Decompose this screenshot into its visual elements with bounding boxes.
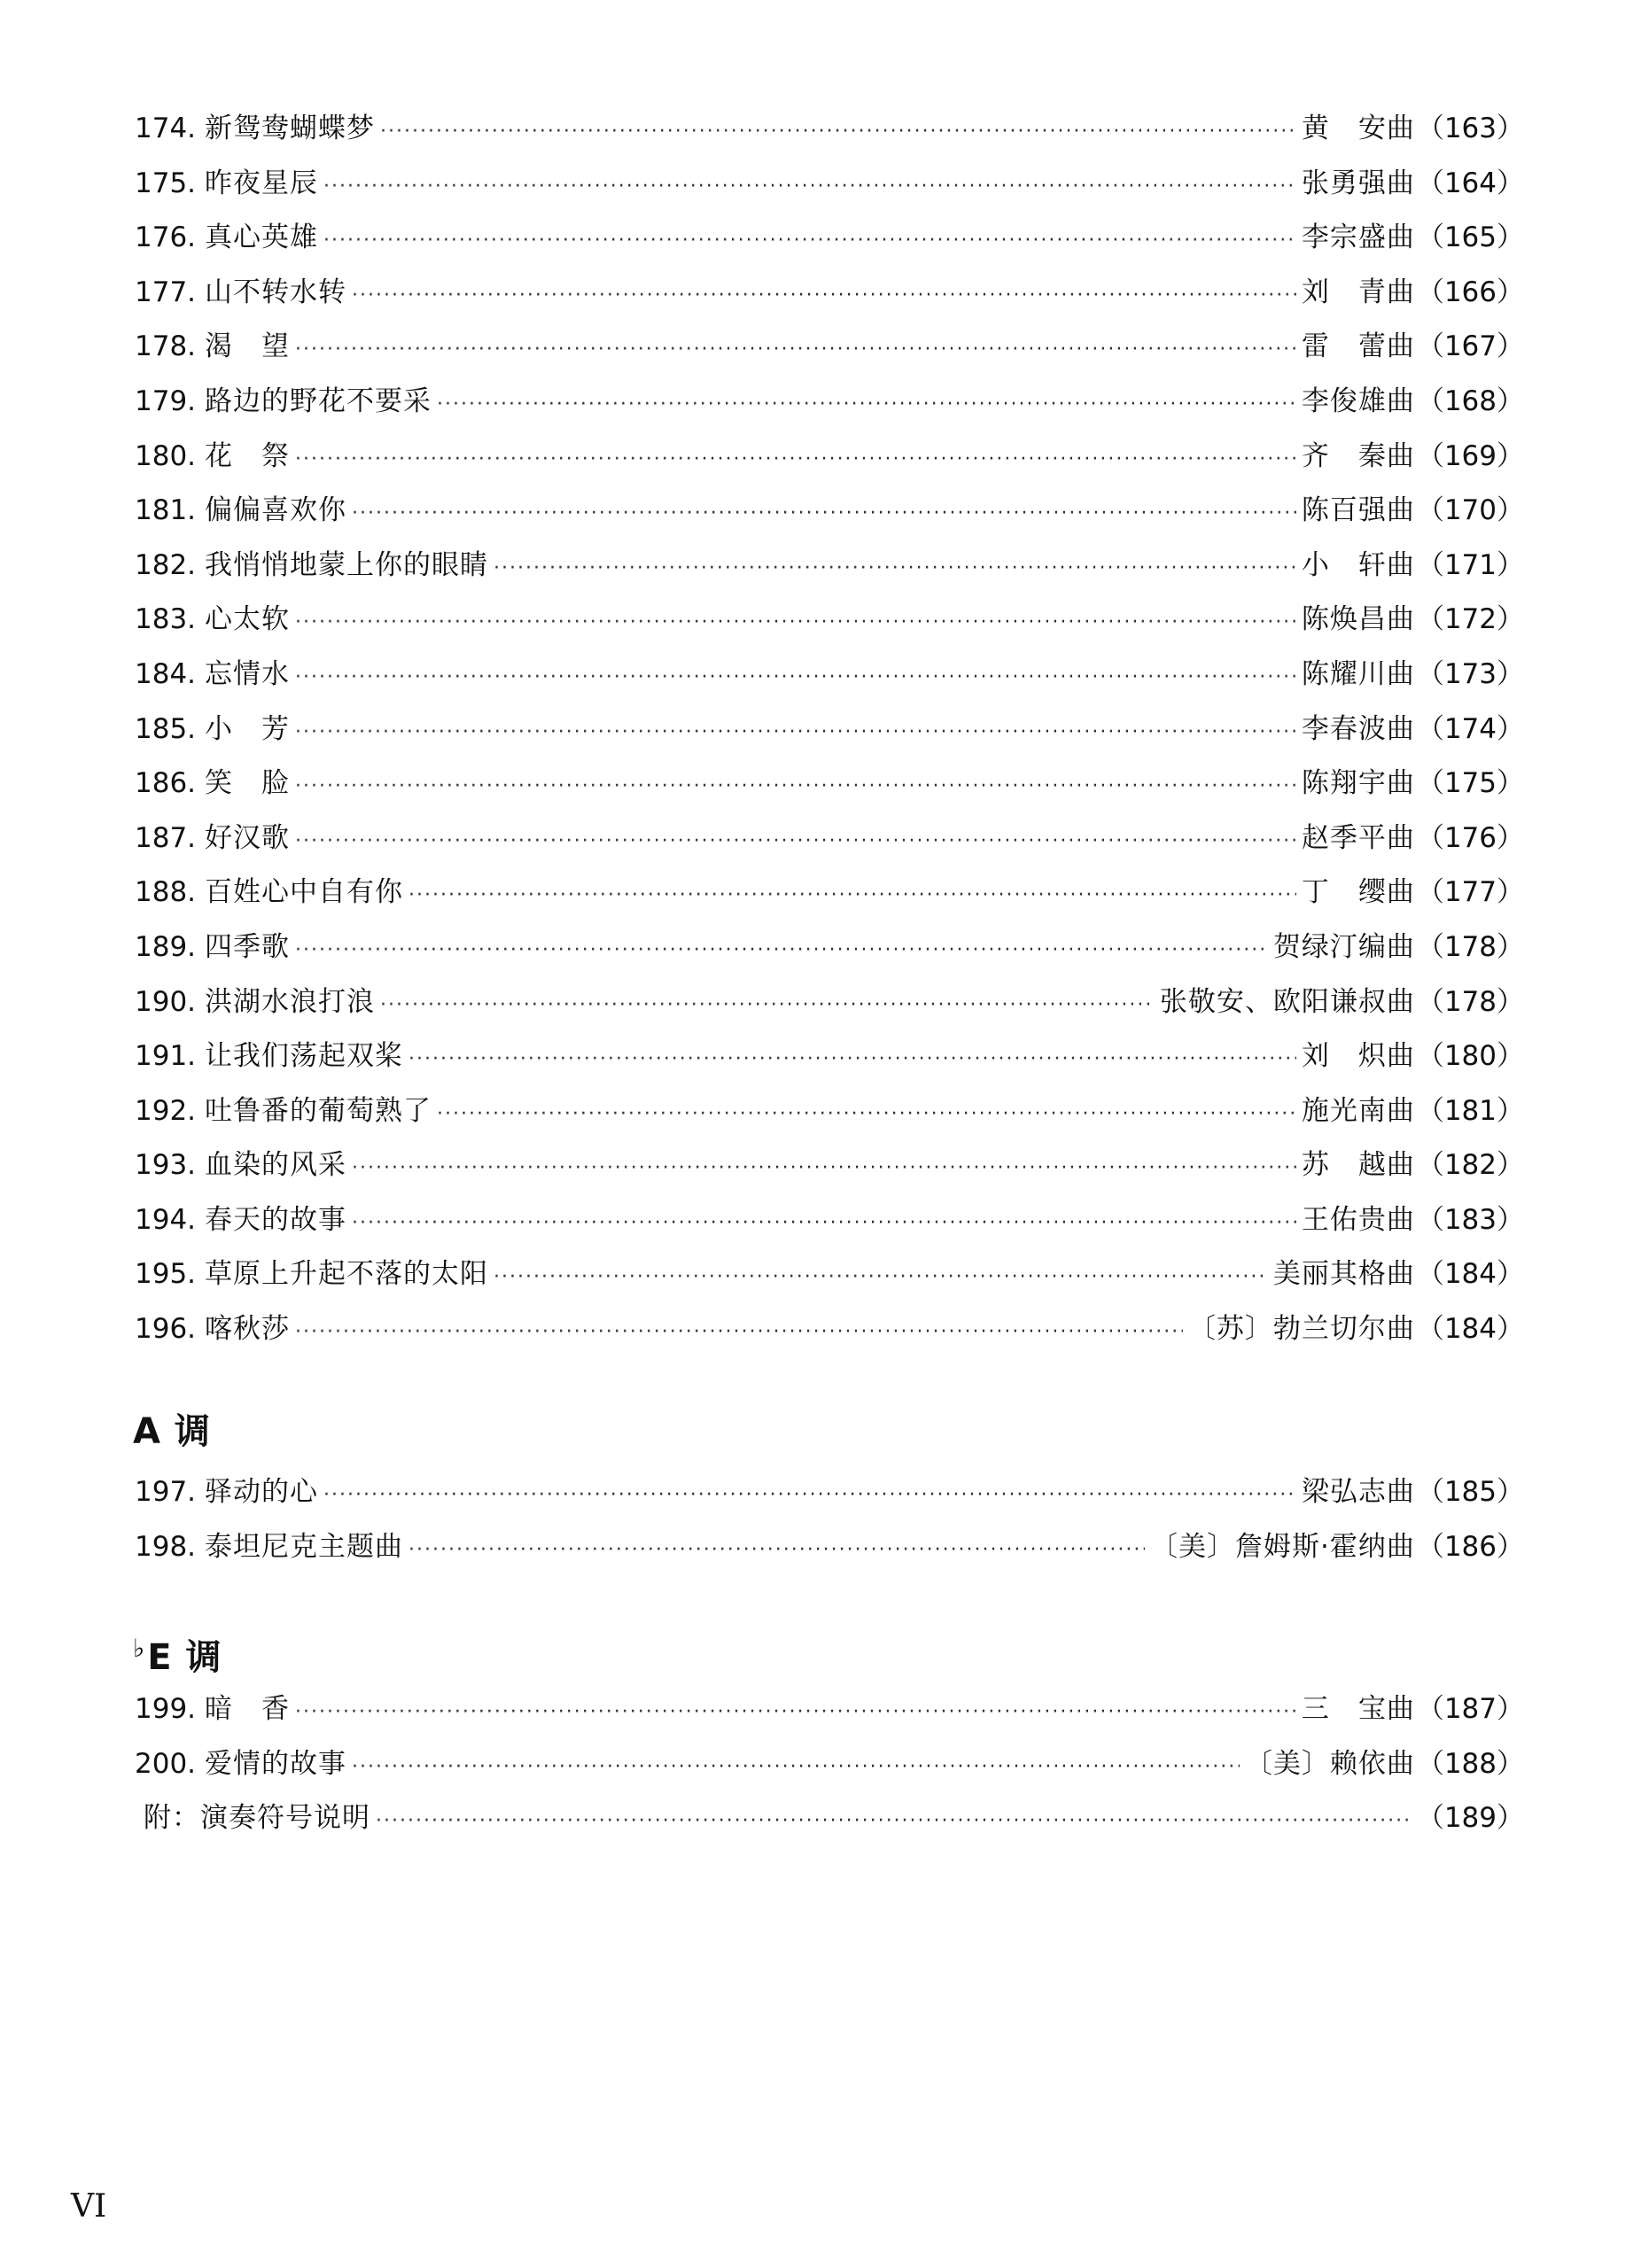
toc-entry [135,1138,1524,1193]
dot-leader [494,541,1296,596]
entry-title: 吐鲁番的葡萄熟了 [205,1094,432,1127]
entry-composer: 雷 蕾曲 [1301,330,1415,363]
entry-composer: 齐 秦曲 [1301,439,1415,472]
entry-number: 182. [135,548,197,581]
section-heading-a [133,1403,1524,1460]
toc-entry [135,266,1524,321]
dot-leader [323,159,1296,214]
entry-composer: 施光南曲 [1301,1094,1415,1127]
toc-entry [135,1682,1524,1737]
section-heading-e-flat [133,1620,1524,1677]
dot-leader [295,923,1268,978]
entry-title: 让我们荡起双桨 [205,1040,404,1073]
dot-leader [295,650,1296,705]
entry-number: 177. [135,276,197,308]
entry-number: 188. [135,876,197,909]
entry-number: 194. [135,1203,197,1236]
entry-page: （184） [1416,1313,1524,1346]
entry-title: 忘情水 [205,657,291,690]
toc-entry [135,975,1524,1030]
entry-title: 驿动的心 [205,1476,319,1508]
dot-leader [408,868,1296,923]
entry-number: 193. [135,1149,197,1182]
entry-number: 185. [135,712,197,745]
entry-page: （176） [1416,821,1524,854]
entry-composer: 陈耀川曲 [1301,657,1415,690]
entry-page: （175） [1416,767,1524,800]
entry-number: 198. [135,1530,197,1563]
entry-number: 192. [135,1094,197,1127]
toc-entry [135,211,1524,266]
dot-leader [295,1305,1183,1360]
entry-page: （166） [1416,276,1524,308]
entry-page: （170） [1416,494,1524,527]
entry-composer: 黄 安曲 [1301,113,1415,144]
entry-number: 184. [135,657,197,690]
entry-title: 新鸳鸯蝴蝶梦 [205,113,376,144]
toc-entry [135,757,1524,812]
entry-title: 泰坦尼克主题曲 [205,1530,404,1563]
entry-page: （168） [1416,384,1524,417]
dot-leader [295,595,1296,650]
entry-composer: 李宗盛曲 [1301,221,1415,254]
entry-title: 路边的野花不要采 [205,384,432,417]
entry-composer: 陈百强曲 [1301,494,1415,527]
entry-number: 175. [135,167,197,199]
entry-page: （172） [1416,603,1524,636]
toc-entry [135,593,1524,648]
entry-number: 187. [135,821,197,854]
entry-title: 花 祭 [205,439,291,472]
entry-page: （182） [1416,1149,1524,1182]
dot-leader [295,322,1296,377]
toc-entry [135,539,1524,594]
dot-leader [408,1523,1145,1578]
entry-title: 附：演奏符号说明 [144,1802,370,1835]
entry-composer: 李春波曲 [1301,712,1415,745]
entry-composer: 〔苏〕勃兰切尔曲 [1187,1313,1415,1346]
dot-leader [352,486,1296,541]
entry-page: （167） [1416,330,1524,363]
toc-entry [135,1520,1524,1575]
dot-leader [352,1141,1296,1196]
dot-leader [380,978,1155,1033]
dot-leader [352,1740,1240,1795]
entry-composer: 张勇强曲 [1301,167,1415,199]
entry-composer: 小 轩曲 [1301,548,1415,581]
entry-composer: 贺绿汀编曲 [1272,930,1415,963]
entry-page: （183） [1416,1203,1524,1236]
flat-sign-icon: ♭ [133,1634,146,1663]
entry-composer: 李俊雄曲 [1301,384,1415,417]
toc-entry [135,484,1524,539]
entry-title: 四季歌 [205,930,291,963]
entry-title: 洪湖水浪打浪 [205,985,376,1018]
entry-title: 春天的故事 [205,1203,347,1236]
entry-page: （178） [1416,930,1524,963]
toc-list-e-flat [135,1682,1524,1846]
toc-entry [135,1084,1524,1139]
dot-leader [376,1794,1410,1849]
dot-leader [323,214,1296,268]
entry-number: 176. [135,221,197,254]
entry-page: （169） [1416,439,1524,472]
entry-page: （187） [1416,1693,1524,1725]
dot-leader [380,105,1296,159]
entry-page: （165） [1416,221,1524,254]
entry-number: 183. [135,603,197,636]
toc-entry [135,320,1524,375]
entry-title: 百姓心中自有你 [205,876,404,909]
entry-composer: 王佑贵曲 [1301,1203,1415,1236]
entry-page: （163） [1416,113,1524,144]
entry-page: （185） [1416,1476,1524,1508]
toc-entry [135,1737,1524,1792]
entry-composer: 〔美〕詹姆斯·霍纳曲 [1149,1530,1415,1563]
entry-composer: 陈翔宇曲 [1301,767,1415,800]
entry-title: 心太软 [205,603,291,636]
toc-entry [135,1791,1524,1846]
entry-title: 笑 脸 [205,767,291,800]
entry-composer: 张敬安、欧阳谦叔曲 [1159,985,1415,1018]
toc-entry [135,1193,1524,1248]
toc-entry [135,703,1524,757]
dot-leader [323,1468,1296,1523]
entry-number: 178. [135,330,197,363]
entry-number: 189. [135,930,197,963]
entry-page: （181） [1416,1094,1524,1127]
entry-title: 暗 香 [205,1693,291,1725]
entry-title: 山不转水转 [205,276,347,308]
entry-number: 195. [135,1258,197,1291]
entry-composer: 陈焕昌曲 [1301,603,1415,636]
section-a-major [135,1403,1524,1574]
dot-leader [295,705,1296,760]
entry-page: （177） [1416,876,1524,909]
entry-page: （178） [1416,985,1524,1018]
entry-number: 200. [135,1747,197,1780]
entry-composer: 〔美〕赖依曲 [1244,1747,1415,1780]
entry-composer: 刘 青曲 [1301,276,1415,308]
entry-title: 草原上升起不落的太阳 [205,1258,489,1291]
dot-leader [408,1032,1296,1087]
entry-page: （173） [1416,657,1524,690]
dot-leader [295,759,1296,814]
section-heading-text: A 调 [133,1411,211,1452]
entry-title: 血染的风采 [205,1149,347,1182]
dot-leader [295,1685,1296,1740]
entry-composer: 梁弘志曲 [1301,1476,1415,1508]
toc-entry [135,648,1524,703]
entry-title: 昨夜星辰 [205,167,319,199]
toc-entry [135,157,1524,212]
entry-composer: 丁 缨曲 [1301,876,1415,909]
section-heading-text: E 调 [147,1637,222,1678]
entry-title: 爱情的故事 [205,1747,347,1780]
entry-page: （188） [1416,1747,1524,1780]
entry-title: 渴 望 [205,330,291,363]
entry-page: （189） [1416,1802,1524,1835]
entry-number: 196. [135,1313,197,1346]
entry-number: 181. [135,494,197,527]
entry-number: 174. [135,113,197,144]
entry-number: 179. [135,384,197,417]
entry-composer: 赵季平曲 [1301,821,1415,854]
entry-composer: 刘 炽曲 [1301,1040,1415,1073]
dot-leader [295,432,1296,487]
entry-composer: 美丽其格曲 [1272,1258,1415,1291]
dot-leader [494,1250,1268,1305]
entry-title: 偏偏喜欢你 [205,494,347,527]
entry-number: 199. [135,1693,197,1725]
toc-entry [135,1302,1524,1357]
entry-composer: 三 宝曲 [1301,1693,1415,1725]
toc-entry [135,102,1524,157]
toc-list-a [135,1465,1524,1574]
entry-page: （186） [1416,1530,1524,1563]
dot-leader [352,268,1296,323]
entry-page: （174） [1416,712,1524,745]
entry-page: （180） [1416,1040,1524,1073]
toc-entry [135,430,1524,485]
toc-list-main [135,102,1524,1357]
page-number: VI [71,2188,107,2225]
entry-title: 好汉歌 [205,821,291,854]
dot-leader [437,377,1296,432]
dot-leader [437,1087,1296,1142]
toc-entry [135,1465,1524,1520]
entry-page: （184） [1416,1258,1524,1291]
toc-entry [135,866,1524,920]
toc-entry [135,1247,1524,1302]
dot-leader [352,1196,1296,1251]
entry-title: 真心英雄 [205,221,319,254]
entry-page: （164） [1416,167,1524,199]
entry-number: 186. [135,767,197,800]
entry-number: 190. [135,985,197,1018]
toc-entry [135,1029,1524,1084]
toc-entry [135,812,1524,866]
entry-title: 喀秋莎 [205,1313,291,1346]
toc-entry [135,375,1524,430]
entry-title: 小 芳 [205,712,291,745]
entry-number: 191. [135,1040,197,1073]
entry-page: （171） [1416,548,1524,581]
entry-title: 我悄悄地蒙上你的眼睛 [205,548,489,581]
entry-number: 197. [135,1476,197,1508]
dot-leader [295,814,1296,869]
toc-entry [135,920,1524,975]
entry-number: 180. [135,439,197,472]
entry-composer: 苏 越曲 [1301,1149,1415,1182]
section-e-flat-major [135,1620,1524,1846]
